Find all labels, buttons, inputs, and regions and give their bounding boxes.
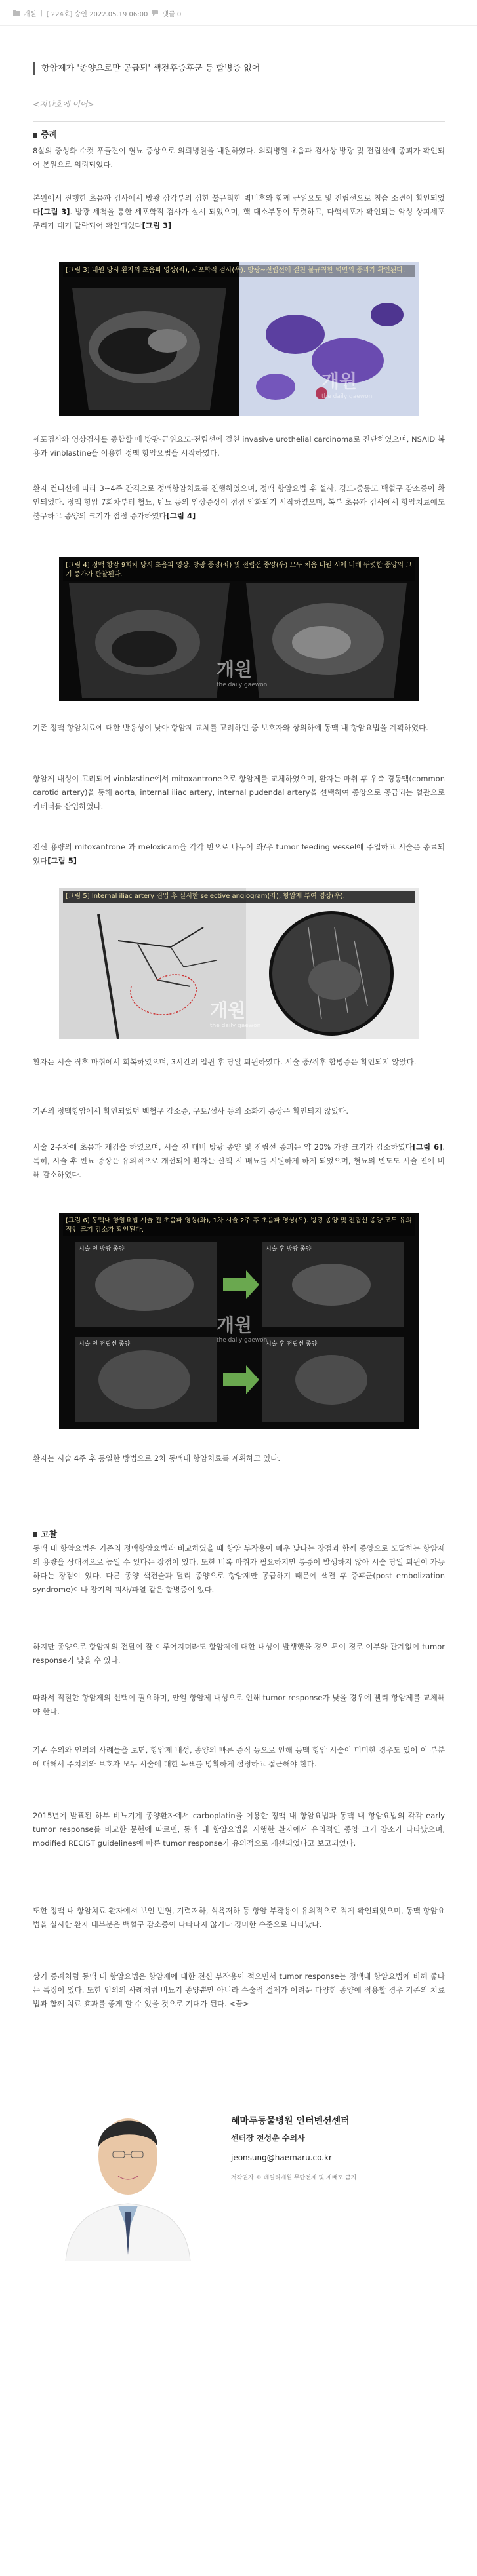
watermark: 개원 the daily gaewon bbox=[217, 1314, 268, 1344]
comment-icon bbox=[152, 10, 158, 16]
paragraph: 따라서 적절한 항암제의 선택이 필요하며, 만일 항암제 내성으로 인해 tumor response가 낮을 경우에 빨리 항암제를 교체해야 한다. bbox=[33, 1693, 445, 1716]
paragraph: 본원에서 진행한 초음파 검사에서 방광 삼각부의 심한 불규칙한 벽비후와 함께 근위요도 및 전립선으로 침습 소견이 확인되었다[그림 3]. 방광 세척을 통한 세포학적 검사가 실시 되었으며, 핵 대소부동이 뚜렷하고, 다핵세포가 확인되는 악성 상피세포 무리가 대거 탈락되어 확인되었다[그림 3] bbox=[33, 193, 445, 230]
comment-count[interactable]: 댓글 0 bbox=[162, 10, 182, 18]
section-label: 고찰 bbox=[41, 1530, 58, 1540]
figure-ref: [그림 3] bbox=[142, 221, 172, 230]
paragraph: 환자 컨디션에 따라 3~4주 간격으로 정맥항암치료를 진행하였으며, 정맥 항암요법 후 설사, 경도-중등도 백혈구 감소증이 확인되었다. 정맥 항암 7회차부터 혈뇨, 빈뇨 등의 임상증상이 점점 악화되기 시작하였으며, 복부 초음파 검사에서 항암치료에도 불구하고 종양의 크기가 점점 증가하였다[그림 4] bbox=[33, 484, 445, 520]
paragraph: 또한 정맥 내 항암치료 환자에서 보인 빈혈, 기력저하, 식욕저하 등 항암 부작용이 유의적으로 적게 확인되었으며, 동맥 항암요법을 실시한 환자 대부분은 백혈구 감소증이 나타나지 않거나 경미한 수준으로 나타났다. bbox=[33, 1906, 445, 1929]
paragraph: 8살의 중성화 수컷 푸들견이 혈뇨 증상으로 의뢰병원을 내원하였다. 의뢰병원 초음파 검사상 방광 및 전립선에 종괴가 확인되어 본원으로 의뢰되었다. bbox=[33, 146, 445, 169]
figure-5 bbox=[59, 888, 419, 1039]
section-label: 증례 bbox=[41, 130, 58, 140]
paragraph: 2015년에 발표된 하부 비뇨기계 종양환자에서 carboplatin을 이용한 정맥 내 항암요법과 동맥 내 항암요법의 각각 early tumor response를 비교한 문헌에 따르면, 동맥 내 항암요법을 시행한 환자에서 유의적인 종양 크기 감소가 나타났으며, modified RECIST guidelines에 따른 tumor response가 유의적으로 개선되었다고 보고되었다. bbox=[33, 1811, 445, 1848]
image-label: 시술 후 전립선 종양 bbox=[266, 1341, 318, 1348]
figure-ref: [그림 6] bbox=[412, 1142, 443, 1152]
author-hospital: 해마루동물병원 인터벤션센터 bbox=[231, 2116, 350, 2126]
section-heading-case bbox=[33, 128, 57, 140]
paragraph: 기존 수의와 인의의 사례들을 보면, 항암제 내성, 종양의 빠른 증식 등으로 인해 동맥 항암 시술이 미미한 경우도 있어 이 부분에 대해서 주치의와 보호자 모두 시술에 대한 목표를 명확하게 설정하고 접근해야 한다. bbox=[33, 1746, 445, 1768]
paragraph: 세포검사와 영상검사를 종합할 때 방광-근위요도-전립선에 걸친 invasive urothelial carcinoma로 진단하였으며, NSAID 복용과 vinblastine을 이용한 정맥 항암요법을 시작하였다. bbox=[33, 435, 445, 458]
issue-date: [ 224호] 승인 2022.05.19 06:00 bbox=[46, 10, 148, 18]
figure-caption: [그림 6] 동맥내 항암요법 시술 전 초음파 영상(좌), 1차 시술 2주 후 초음파 영상(우). 방광 종양 및 전립선 종양 모두 유의적인 크기 감소가 확인된다. bbox=[63, 1215, 415, 1236]
figure-4 bbox=[59, 557, 419, 701]
paragraph: 항암제 내성이 고려되어 vinblastine에서 mitoxantrone으로 항암제를 교체하였으며, 환자는 마취 후 우측 경동맥(common carotid artery)을 통해 aorta, internal iliac artery, internal pudendal artery을 선택하여 종양으로 공급되는 혈관으로 카테터를 삽입하였다. bbox=[33, 774, 445, 811]
folder-icon bbox=[13, 10, 20, 16]
figure-3 bbox=[59, 262, 419, 416]
author-photo bbox=[52, 2078, 203, 2261]
watermark: 개원 the daily gaewon bbox=[321, 370, 373, 400]
paragraph: 기존 정맥 항암치료에 대한 반응성이 낮아 항암제 교체를 고려하던 중 보호자와 상의하에 동맥 내 항암요법을 계획하였다. bbox=[33, 723, 428, 732]
article-meta: 개원 | [ 224호] 승인 2022.05.19 06:00 댓글 0 bbox=[13, 7, 181, 20]
image-label: 시술 후 방광 종양 bbox=[266, 1246, 312, 1253]
image-label: 시술 전 전립선 종양 bbox=[79, 1341, 131, 1348]
paragraph: 전신 용량의 mitoxantrone 과 meloxicam을 각각 반으로 나누어 좌/우 tumor feeding vessel에 주입하고 시술은 종료되었다[그림 5] bbox=[33, 842, 445, 865]
paragraph: 환자는 시술 4주 후 동일한 방법으로 2차 동맥내 항암치료를 계획하고 있다. bbox=[33, 1454, 281, 1463]
paragraph: 상기 증례처럼 동맥 내 항암요법은 항암제에 대한 전신 부작용이 적으면서 tumor response는 정맥내 항암요법에 비해 좋다는 특징이 있다. 또한 인의의 사례처럼 비뇨기 종양뿐만 아니라 수술적 절제가 어려운 다양한 종양에 적용할 경우 기존의 치료법과 함께 치료 효과를 좋게 할 수 있을 것으로 기대가 된다. <끝> bbox=[33, 1972, 445, 2008]
paragraph: 시술 2주차에 초음파 재검을 하였으며, 시술 전 대비 방광 종양 및 전립선 종괴는 약 20% 가량 크기가 감소하였다[그림 6]. 특히, 시술 후 빈뇨 증상은 유의적으로 개선되어 환자는 산책 시 배뇨를 시원하게 하게 되었으며, 혈뇨의 빈도도 시술 전에 비해 감소하였다. bbox=[33, 1142, 445, 1179]
paragraph: 동맥 내 항암요법은 기존의 정맥항암요법과 비교하였을 때 항암 부작용이 매우 낮다는 장점과 함께 종양으로 도달하는 항암제의 용량을 상대적으로 높일 수 있다는 장점이 있다. 또한 비록 마취가 필요하지만 통증이 발생하지 않아 시술 당일 퇴원이 가능하다는 장점이 있다. 다른 종양 색전술과 달리 종양으로 항암제만 공급하기 때문에 색전 후 증후군(post embolization syndrome)이나 장기의 괴사/파열 같은 합병증이 없다. bbox=[33, 1544, 445, 1594]
paragraph: 하지만 종양으로 항암제의 전달이 잘 이루어지더라도 항암제에 대한 내성이 발생했을 경우 투여 경로 여부와 관계없이 tumor response가 낮을 수 있다. bbox=[33, 1642, 445, 1665]
figure-6 bbox=[59, 1213, 419, 1429]
category-link[interactable]: 개원 bbox=[24, 10, 37, 18]
figure-caption: [그림 4] 정맥 항암 9회차 당시 초음파 영상. 방광 종양(좌) 및 전립선 종양(우) 모두 처음 내원 시에 비해 뚜렷한 종양의 크기 증가가 관찰된다. bbox=[63, 560, 415, 581]
author-name: 센터장 전성운 수의사 bbox=[231, 2134, 305, 2143]
figure-caption: [그림 3] 내원 당시 환자의 초음파 영상(좌), 세포학적 검사(우). 방광~전립선에 걸친 불규칙한 벽면의 종괴가 확인된다. bbox=[63, 265, 415, 277]
watermark: 개원 the daily gaewon bbox=[210, 1000, 261, 1029]
section-divider bbox=[33, 121, 445, 122]
meta-divider bbox=[0, 25, 477, 26]
copyright-notice: 저작권자 © 데일리개원 무단전재 및 재배포 금지 bbox=[231, 2175, 357, 2181]
author-email[interactable]: jeonsung@haemaru.co.kr bbox=[231, 2153, 332, 2162]
paragraph: 환자는 시술 직후 마취에서 회복하였으며, 3시간의 입원 후 당일 퇴원하였다. 시술 중/직후 합병증은 확인되지 않았다. bbox=[33, 1057, 417, 1066]
section-heading-discussion bbox=[33, 1527, 57, 1540]
paragraph: 기존의 정맥항암에서 확인되었던 백혈구 감소증, 구토/설사 등의 소화기 증상은 확인되지 않았다. bbox=[33, 1106, 348, 1116]
figure-caption: [그림 5] Internal iliac artery 진입 후 실시한 selective angiogram(좌), 항암제 투여 영상(우). bbox=[63, 891, 415, 903]
watermark: 개원 the daily gaewon bbox=[217, 659, 268, 688]
figure-ref: [그림 5] bbox=[47, 856, 77, 865]
figure-ref: [그림 3] bbox=[40, 207, 70, 216]
image-label: 시술 전 방광 종양 bbox=[79, 1246, 125, 1253]
article-subtitle: 항암제가 '종양으로만 공급되' 색전후증후군 등 합병증 없어 bbox=[33, 62, 461, 75]
series-note: <지난호에 이어> bbox=[33, 100, 94, 109]
figure-ref: [그림 4] bbox=[166, 511, 196, 520]
